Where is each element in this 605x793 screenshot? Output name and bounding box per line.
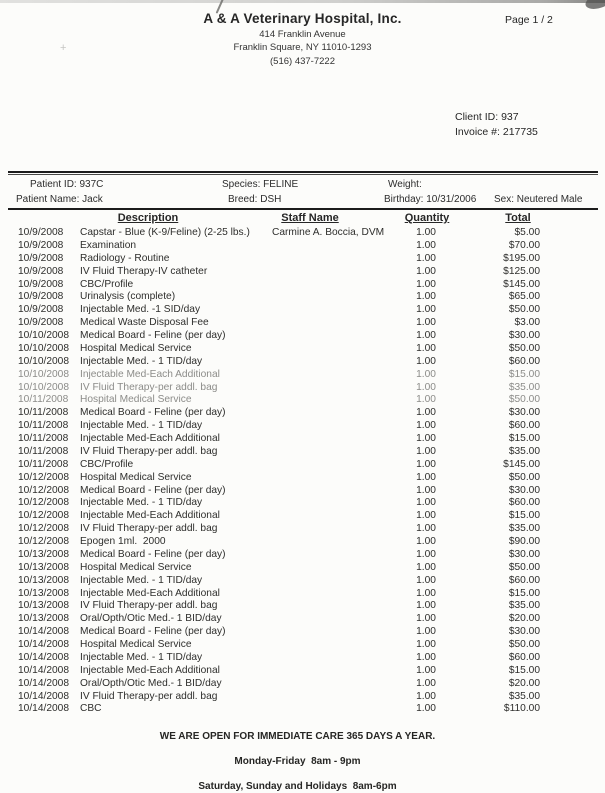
registration-mark-artifact: +: [60, 42, 67, 54]
cell-date: 10/9/2008: [18, 265, 64, 277]
invoice-line-item: [0, 382, 605, 395]
invoice-line-item: [0, 665, 605, 678]
birthday: Birthday: 10/31/2006: [384, 194, 477, 205]
invoice-line-item: [0, 304, 605, 317]
cell-desc: Injectable Med-Each Additional: [80, 510, 220, 522]
invoice-line-item: [0, 330, 605, 343]
invoice-line-item: [0, 369, 605, 382]
cell-qty: 1.00: [416, 317, 436, 329]
cell-staff: [272, 253, 387, 266]
invoice-line-item: [0, 536, 605, 549]
invoice-line-item: [0, 253, 605, 266]
cell-qty: 1.00: [416, 445, 436, 457]
cell-desc: Examination: [80, 239, 137, 251]
cell-date: 10/14/2008: [18, 639, 69, 650]
invoice-line-item: [0, 472, 605, 485]
cell-qty: 1.00: [416, 561, 436, 573]
invoice-line-item: [0, 291, 605, 304]
cell-qty: 1.00: [416, 304, 436, 316]
cell-date: 10/13/2008: [18, 587, 69, 599]
cell-staff: [272, 279, 387, 292]
cell-date: 10/9/2008: [18, 317, 64, 329]
clinic-address-line1: 414 Franklin Avenue: [259, 28, 346, 40]
client-id: Client ID: 937: [455, 111, 519, 123]
invoice-line-item: [0, 459, 605, 472]
cell-qty: 1.00: [416, 291, 436, 303]
cell-staff: [272, 382, 387, 395]
cell-qty: 1.00: [416, 626, 436, 638]
cell-total: $30.00: [508, 484, 540, 496]
cell-desc: Hospital Medical Service: [80, 394, 192, 406]
cell-staff: [272, 485, 387, 498]
cell-staff: [272, 356, 387, 369]
footer-line3: Saturday, Sunday and Holidays 8am-6pm: [198, 780, 397, 792]
cell-desc: Capstar - Blue (K-9/Feline) (2-25 lbs.): [80, 227, 250, 238]
cell-staff: [272, 678, 387, 691]
cell-date: 10/9/2008: [18, 227, 64, 238]
cell-staff: [272, 639, 387, 652]
cell-desc: Hospital Medical Service: [80, 639, 192, 650]
page-number: Page 1 / 2: [505, 14, 553, 26]
cell-desc: Injectable Med. - 1 TID/day: [80, 497, 203, 509]
cell-desc: Medical Board - Feline (per day): [80, 548, 226, 560]
cell-date: 10/12/2008: [18, 536, 69, 547]
cell-date: 10/11/2008: [18, 445, 69, 457]
clinic-address-line2: Franklin Square, NY 11010-1293: [233, 42, 372, 53]
cell-qty: 1.00: [416, 510, 436, 522]
cell-staff: [272, 472, 387, 485]
cell-qty: 1.00: [416, 252, 436, 264]
invoice-line-item: [0, 510, 605, 523]
cell-date: 10/11/2008: [18, 420, 69, 432]
cell-desc: Injectable Med. - 1 TID/day: [80, 420, 203, 432]
cell-qty: 1.00: [416, 523, 436, 535]
cell-total: $50.00: [508, 471, 540, 483]
cell-staff: [272, 588, 387, 601]
cell-date: 10/13/2008: [18, 574, 69, 586]
cell-desc: IV Fluid Therapy-per addl. bag: [80, 445, 218, 457]
cell-desc: Hospital Medical Service: [80, 342, 192, 354]
invoice-line-item: [0, 600, 605, 613]
table-column-headers: [0, 212, 605, 227]
cell-date: 10/11/2008: [18, 394, 69, 406]
cell-desc: Urinalysis (complete): [80, 291, 176, 303]
cell-staff: Carmine A. Boccia, DVM: [272, 227, 385, 238]
cell-desc: IV Fluid Therapy-IV catheter: [80, 265, 208, 277]
invoice-line-item: [0, 549, 605, 562]
invoice-line-item: [0, 240, 605, 253]
cell-total: $5.00: [514, 227, 540, 238]
cell-desc: Injectable Med. - 1 TID/day: [80, 574, 203, 586]
cell-total: $15.00: [508, 510, 540, 522]
cell-qty: 1.00: [416, 239, 436, 251]
cell-qty: 1.00: [416, 278, 436, 290]
cell-desc: Hospital Medical Service: [80, 561, 192, 573]
cell-total: $195.00: [503, 252, 540, 264]
invoice-line-item: [0, 394, 605, 407]
cell-date: 10/9/2008: [18, 304, 64, 316]
cell-staff: [272, 549, 387, 562]
footer-hours: [0, 718, 595, 793]
cell-staff: [272, 613, 387, 626]
cell-total: $50.00: [508, 304, 540, 316]
cell-total: $50.00: [508, 639, 540, 650]
cell-date: 10/14/2008: [18, 651, 69, 663]
cell-desc: Injectable Med-Each Additional: [80, 664, 220, 676]
cell-desc: CBC/Profile: [80, 278, 134, 290]
cell-date: 10/13/2008: [18, 548, 69, 560]
cell-staff: [272, 536, 387, 549]
cell-staff: [272, 240, 387, 253]
cell-total: $60.00: [508, 420, 540, 432]
cell-desc: CBC: [80, 703, 102, 715]
cell-date: 10/10/2008: [18, 381, 69, 393]
cell-qty: 1.00: [416, 536, 436, 547]
cell-staff: [272, 433, 387, 446]
cell-staff: [272, 304, 387, 317]
cell-date: 10/14/2008: [18, 677, 69, 689]
cell-desc: Radiology - Routine: [80, 252, 170, 264]
invoice-line-item: [0, 691, 605, 704]
cell-date: 10/10/2008: [18, 330, 69, 341]
cell-staff: [272, 652, 387, 665]
cell-qty: 1.00: [416, 484, 436, 496]
clinic-phone: (516) 437-7222: [270, 55, 335, 67]
cell-qty: 1.00: [416, 394, 436, 406]
invoice-line-item: [0, 497, 605, 510]
invoice-line-item: [0, 485, 605, 498]
cell-total: $110.00: [503, 703, 540, 715]
cell-qty: 1.00: [416, 330, 436, 341]
cell-desc: Medical Board - Feline (per day): [80, 484, 226, 496]
cell-staff: [272, 446, 387, 459]
cell-total: $90.00: [508, 536, 540, 547]
species: Species: FELINE: [222, 179, 299, 190]
cell-date: 10/14/2008: [18, 626, 69, 638]
cell-desc: Injectable Med-Each Additional: [80, 368, 220, 380]
cell-desc: CBC/Profile: [80, 458, 134, 470]
cell-date: 10/12/2008: [18, 471, 69, 483]
invoice-line-item: [0, 613, 605, 626]
cell-total: $35.00: [508, 523, 540, 535]
footer-line1: WE ARE OPEN FOR IMMEDIATE CARE 365 DAYS A YEAR.: [159, 730, 436, 742]
invoice-line-item: [0, 279, 605, 292]
cell-desc: Medical Board - Feline (per day): [80, 626, 226, 638]
weight: Weight:: [388, 179, 422, 190]
breed: Breed: DSH: [228, 194, 282, 205]
cell-date: 10/11/2008: [18, 458, 69, 470]
cell-date: 10/14/2008: [18, 703, 69, 715]
cell-qty: 1.00: [416, 703, 436, 715]
cell-qty: 1.00: [416, 651, 436, 663]
cell-desc: Medical Board - Feline (per day): [80, 407, 226, 419]
cell-total: $125.00: [503, 265, 540, 277]
cell-date: 10/11/2008: [18, 433, 69, 444]
cell-qty: 1.00: [416, 690, 436, 702]
invoice-line-item: [0, 639, 605, 652]
patient-id: Patient ID: 937C: [30, 179, 104, 190]
cell-qty: 1.00: [416, 613, 436, 625]
cell-total: $15.00: [508, 368, 540, 380]
cell-desc: Injectable Med. - 1 TID/day: [80, 651, 203, 663]
invoice-line-item: [0, 626, 605, 639]
cell-qty: 1.00: [416, 227, 436, 238]
cell-total: $60.00: [508, 651, 540, 663]
cell-qty: 1.00: [416, 265, 436, 277]
cell-qty: 1.00: [416, 433, 436, 444]
column-header-staff-name: Staff Name: [281, 212, 339, 224]
cell-total: $15.00: [508, 587, 540, 599]
invoice-line-item: [0, 343, 605, 356]
cell-desc: Medical Board - Feline (per day): [80, 330, 226, 341]
cell-qty: 1.00: [416, 368, 436, 380]
cell-staff: [272, 703, 387, 716]
invoice-line-item: [0, 446, 605, 459]
patient-box-bottom-rule: [8, 208, 598, 210]
sex: Sex: Neutered Male: [494, 194, 583, 205]
column-header-total: Total: [505, 212, 531, 224]
cell-desc: Injectable Med-Each Additional: [80, 587, 220, 599]
cell-staff: [272, 626, 387, 639]
cell-date: 10/11/2008: [18, 407, 69, 419]
cell-date: 10/13/2008: [18, 561, 69, 573]
cell-total: $30.00: [508, 330, 540, 341]
cell-total: $145.00: [503, 278, 540, 290]
cell-date: 10/9/2008: [18, 239, 64, 251]
clinic-name: A & A Veterinary Hospital, Inc.: [203, 11, 402, 26]
cell-qty: 1.00: [416, 458, 436, 470]
scan-edge-artifact: [0, 0, 605, 3]
footer-line2: Monday-Friday 8am - 9pm: [234, 755, 361, 767]
cell-total: $60.00: [508, 497, 540, 509]
cell-total: $35.00: [508, 690, 540, 702]
cell-date: 10/10/2008: [18, 355, 69, 367]
cell-qty: 1.00: [416, 471, 436, 483]
invoice-line-item: [0, 588, 605, 601]
cell-staff: [272, 523, 387, 536]
cell-qty: 1.00: [416, 574, 436, 586]
cell-staff: [272, 394, 387, 407]
cell-date: 10/10/2008: [18, 368, 69, 380]
cell-staff: [272, 510, 387, 523]
invoice-line-item: [0, 678, 605, 691]
cell-staff: [272, 575, 387, 588]
invoice-line-item: [0, 407, 605, 420]
cell-qty: 1.00: [416, 355, 436, 367]
invoice-line-item: [0, 356, 605, 369]
patient-name: Patient Name: Jack: [16, 194, 103, 205]
cell-desc: Epogen 1ml. 2000: [80, 536, 166, 547]
cell-staff: [272, 691, 387, 704]
cell-total: $50.00: [508, 561, 540, 573]
cell-total: $35.00: [508, 381, 540, 393]
cell-staff: [272, 369, 387, 382]
cell-desc: IV Fluid Therapy-per addl. bag: [80, 523, 218, 535]
cell-desc: IV Fluid Therapy-per addl. bag: [80, 690, 218, 702]
cell-total: $70.00: [508, 239, 540, 251]
cell-qty: 1.00: [416, 407, 436, 419]
cell-total: $15.00: [508, 433, 540, 444]
cell-total: $35.00: [508, 445, 540, 457]
cell-staff: [272, 330, 387, 343]
cell-total: $30.00: [508, 407, 540, 419]
cell-qty: 1.00: [416, 587, 436, 599]
cell-desc: IV Fluid Therapy-per addl. bag: [80, 600, 218, 612]
cell-desc: Hospital Medical Service: [80, 471, 192, 483]
cell-total: $35.00: [508, 600, 540, 612]
cell-total: $30.00: [508, 626, 540, 638]
invoice-line-item: [0, 703, 605, 716]
cell-qty: 1.00: [416, 548, 436, 560]
cell-total: $60.00: [508, 574, 540, 586]
cell-desc: Medical Waste Disposal Fee: [80, 317, 209, 329]
cell-qty: 1.00: [416, 639, 436, 650]
cell-staff: [272, 497, 387, 510]
cell-total: $50.00: [508, 394, 540, 406]
column-header-quantity: Quantity: [404, 212, 450, 224]
cell-total: $60.00: [508, 355, 540, 367]
cell-total: $50.00: [508, 342, 540, 354]
invoice-line-item: [0, 652, 605, 665]
cell-date: 10/9/2008: [18, 278, 64, 290]
cell-desc: Injectable Med. -1 SID/day: [80, 304, 201, 316]
cell-total: $65.00: [508, 291, 540, 303]
cell-desc: Injectable Med-Each Additional: [80, 433, 220, 444]
invoice-number: Invoice #: 217735: [455, 126, 538, 138]
cell-desc: Oral/Opth/Otic Med.- 1 BID/day: [80, 677, 222, 689]
cell-staff: [272, 562, 387, 575]
cell-staff: [272, 600, 387, 613]
cell-date: 10/14/2008: [18, 690, 69, 702]
invoice-line-item: [0, 575, 605, 588]
cell-desc: IV Fluid Therapy-per addl. bag: [80, 381, 218, 393]
cell-qty: 1.00: [416, 600, 436, 612]
cell-staff: [272, 407, 387, 420]
cell-staff: [272, 420, 387, 433]
cell-staff: [272, 343, 387, 356]
invoice-line-item: [0, 317, 605, 330]
cell-qty: 1.00: [416, 664, 436, 676]
cell-date: 10/12/2008: [18, 510, 69, 522]
cell-staff: [272, 317, 387, 330]
cell-total: $30.00: [508, 548, 540, 560]
cell-date: 10/12/2008: [18, 484, 69, 496]
invoice-line-item: [0, 266, 605, 279]
cell-date: 10/9/2008: [18, 252, 64, 264]
cell-qty: 1.00: [416, 342, 436, 354]
cell-qty: 1.00: [416, 677, 436, 689]
invoice-line-item: [0, 523, 605, 536]
cell-date: 10/10/2008: [18, 342, 69, 354]
cell-total: $20.00: [508, 613, 540, 625]
cell-staff: [272, 266, 387, 279]
cell-date: 10/13/2008: [18, 600, 69, 612]
invoice-line-item: [0, 433, 605, 446]
cell-total: $3.00: [514, 317, 540, 329]
cell-total: $145.00: [503, 458, 540, 470]
cell-qty: 1.00: [416, 420, 436, 432]
invoice-line-item: [0, 420, 605, 433]
cell-staff: [272, 665, 387, 678]
column-header-description: Description: [117, 212, 179, 224]
cell-date: 10/12/2008: [18, 523, 69, 535]
cell-date: 10/13/2008: [18, 613, 69, 625]
cell-staff: [272, 459, 387, 472]
cell-date: 10/9/2008: [18, 291, 64, 303]
invoice-rows: [0, 227, 605, 716]
cell-total: $15.00: [508, 664, 540, 676]
cell-date: 10/12/2008: [18, 497, 69, 509]
client-block: [455, 110, 538, 140]
cell-date: 10/14/2008: [18, 664, 69, 676]
cell-qty: 1.00: [416, 381, 436, 393]
cell-desc: Injectable Med. - 1 TID/day: [80, 355, 203, 367]
invoice-line-item: [0, 227, 605, 240]
cell-staff: [272, 291, 387, 304]
patient-box-top-rule: [8, 171, 598, 175]
cell-desc: Oral/Opth/Otic Med.- 1 BID/day: [80, 613, 222, 625]
cell-qty: 1.00: [416, 497, 436, 509]
cell-total: $20.00: [508, 677, 540, 689]
invoice-line-item: [0, 562, 605, 575]
